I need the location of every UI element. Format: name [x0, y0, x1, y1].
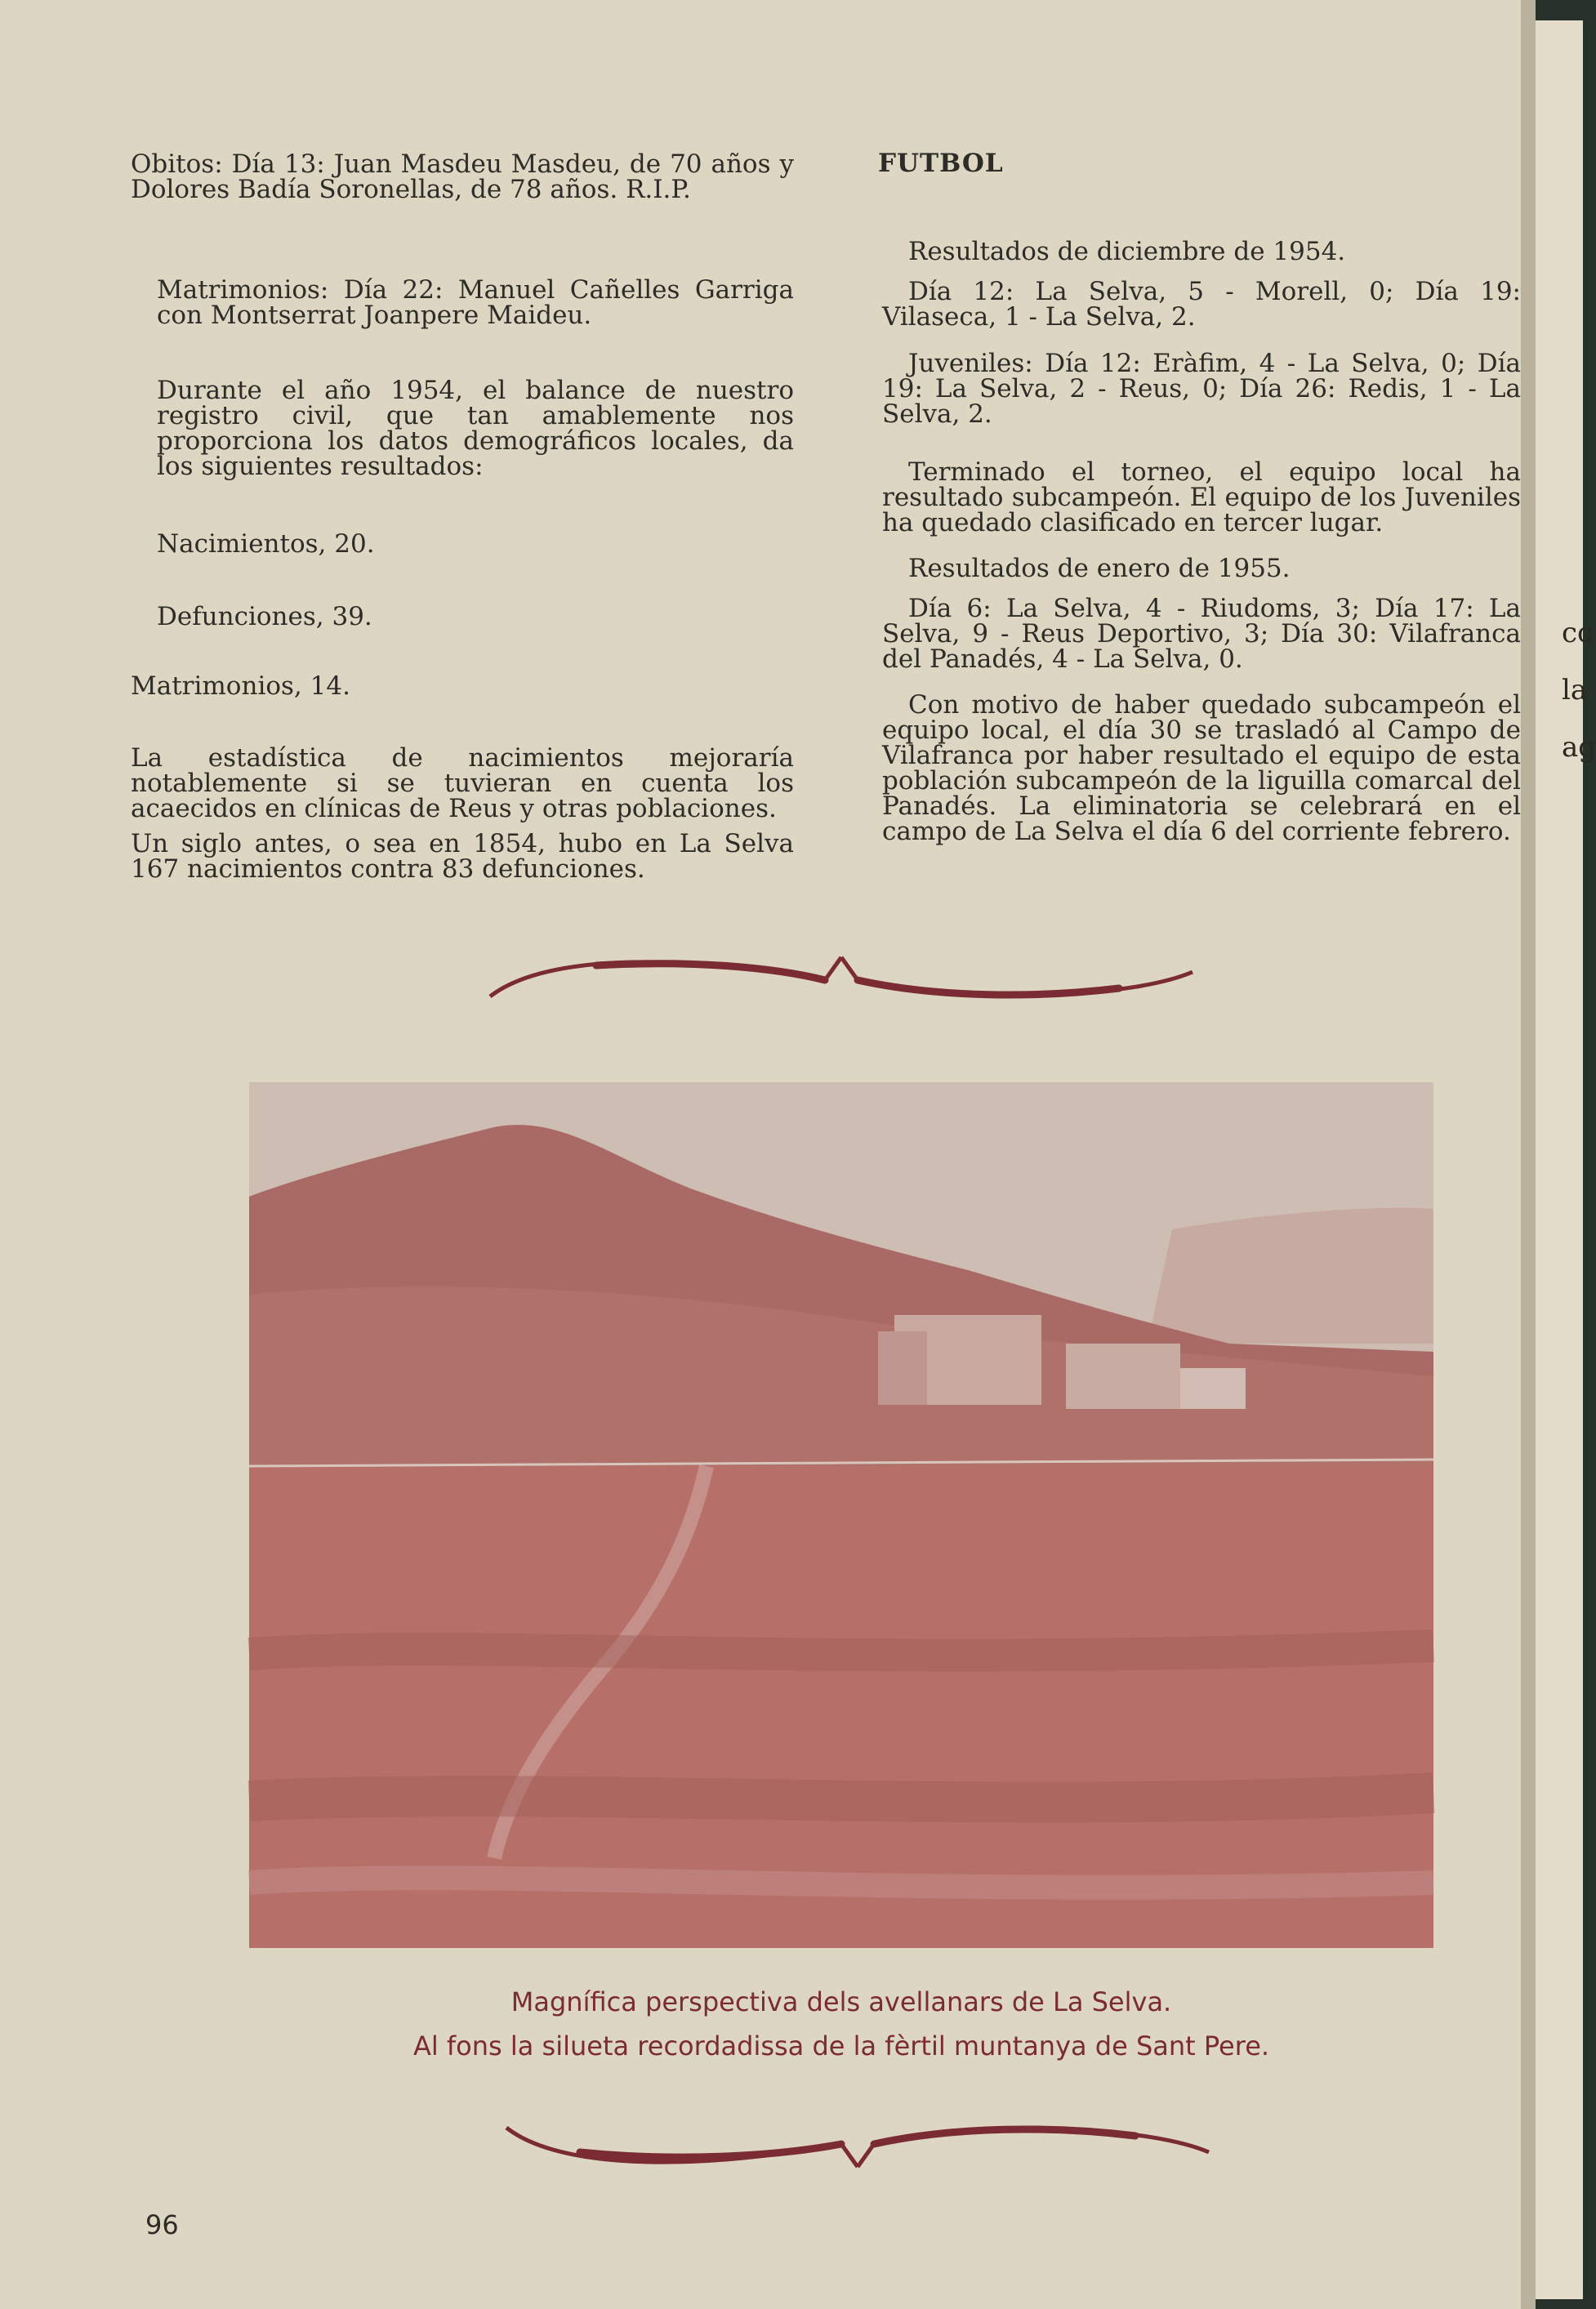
page-binding-edge [1521, 0, 1536, 2309]
top-ornament [482, 947, 1201, 1013]
juveniles-paragraph: Juveniles: Día 12: Eràfim, 4 - La Selva, 0; Día 19: La Selva, 2 - Reus, 0; Día 26: Redis, 1 - La Selva, 2. [882, 349, 1521, 429]
estadistica-paragraph: La estadística de nacimientos mejoraría notablemente si se tuvieran en cuenta los acaecidos en clínicas de Reus y otras poblaciones. [131, 743, 794, 823]
landscape-photo [249, 1082, 1433, 1948]
photo-caption-line-1: Magnífica perspectiva dels avellanars de La Selva. [510, 1986, 1172, 2017]
stat-nacimientos: Nacimientos, 20. [157, 529, 375, 559]
adjacent-page-strip [1536, 20, 1596, 2299]
enero-results: Día 6: La Selva, 4 - Riudoms, 3; Día 17: La Selva, 9 - Reus Deportivo, 3; Día 30: Vilafranca del Panadés, 4 - La Selva, 0. [882, 594, 1521, 674]
adjacent-page-fragment: ag [1562, 731, 1596, 764]
diciembre-title: Resultados de diciembre de 1954. [908, 237, 1346, 266]
photo-caption-line-2: Al fons la silueta recordadissa de la fèrtil muntanya de Sant Pere. [412, 2030, 1270, 2062]
balance-paragraph: Durante el año 1954, el balance de nuestro registro civil, que tan amablemente nos proporciona los datos demográficos locales, da los siguientes resultados: [157, 376, 794, 481]
futbol-heading: FUTBOL [878, 149, 1004, 178]
stat-defunciones: Defunciones, 39. [157, 602, 372, 631]
enero-title: Resultados de enero de 1955. [908, 554, 1291, 583]
hazelnut-orchard-illustration [249, 1082, 1433, 1948]
stat-matrimonios: Matrimonios, 14. [131, 671, 350, 701]
motivo-paragraph: Con motivo de haber quedado subcampeón el equipo local, el día 30 se trasladó al Campo de Vilafranca por haber resultado el equipo de esta población subcampeón de la liguilla comarcal del Panadés. La eliminatoria se celebrará en el campo de La Selva el día 6 del corriente febrero. [882, 690, 1521, 846]
adjacent-page-fragment: cc [1562, 617, 1594, 649]
adjacent-page-fragment: la [1562, 674, 1588, 707]
bottom-ornament [498, 2111, 1217, 2177]
siglo-paragraph: Un siglo antes, o sea en 1854, hubo en La Selva 167 nacimientos contra 83 defunciones. [131, 829, 794, 884]
obitos-paragraph: Obitos: Día 13: Juan Masdeu Masdeu, de 70 años y Dolores Badía Soronellas, de 78 años. R.I.P. [131, 149, 794, 204]
page-number: 96 [145, 2209, 179, 2240]
torneo-paragraph: Terminado el torneo, el equipo local ha resultado subcampeón. El equipo de los Juveniles ha quedado clasificado en tercer lugar. [882, 457, 1521, 537]
matrimonios-paragraph: Matrimonios: Día 22: Manuel Cañelles Garriga con Montserrat Joanpere Maideu. [157, 275, 794, 330]
diciembre-results: Día 12: La Selva, 5 - Morell, 0; Día 19: Vilaseca, 1 - La Selva, 2. [882, 277, 1521, 332]
